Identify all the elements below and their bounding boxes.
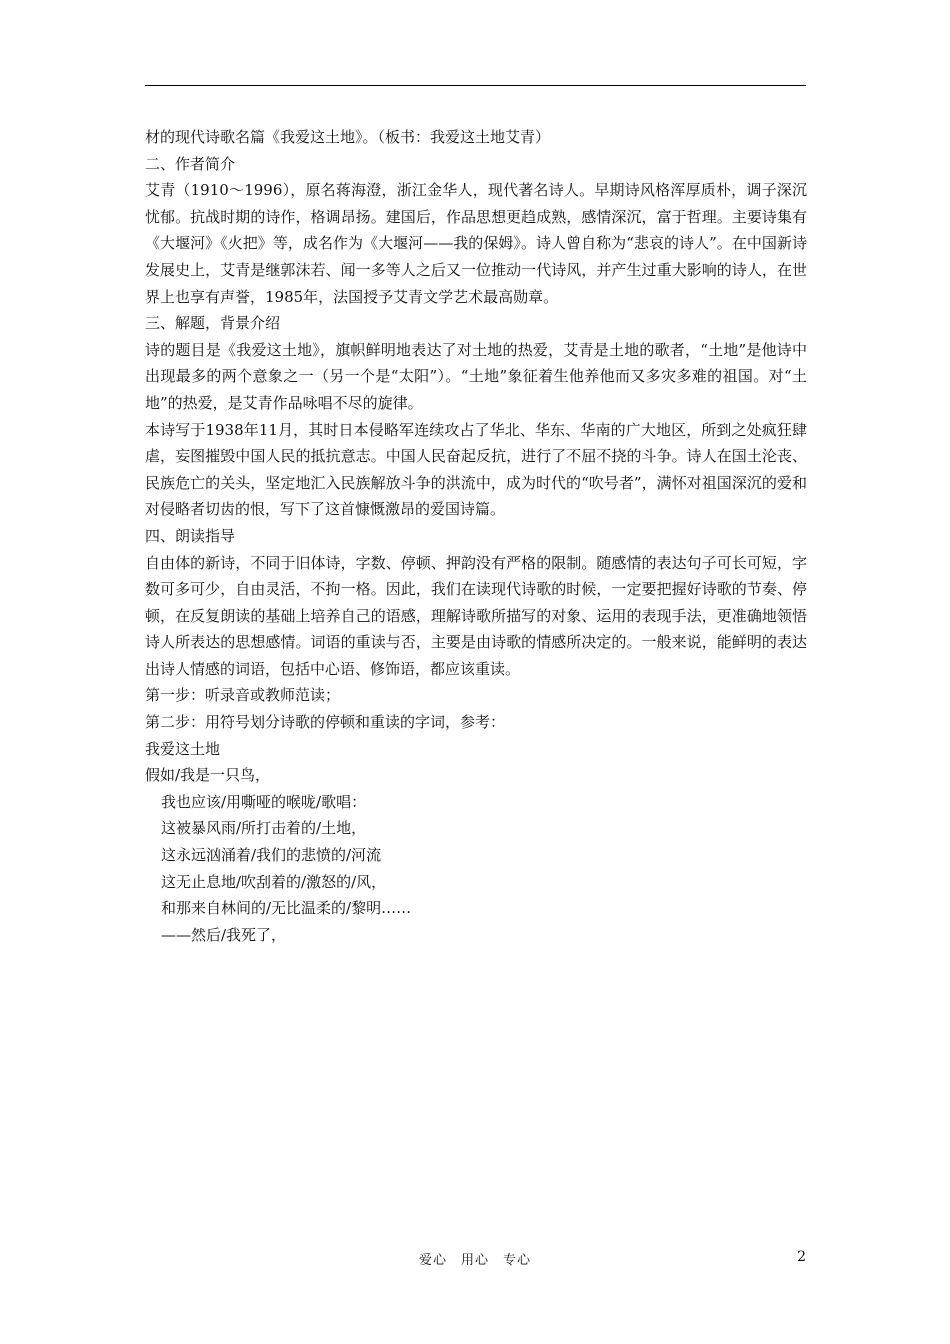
poem-line: 和那来自林间的/无比温柔的/黎明……: [161, 899, 412, 918]
document-body: [145, 124, 807, 948]
poem-line: 这永远汹涌着/我们的悲愤的/河流: [161, 846, 382, 865]
footer-text: 爱心 用心 专心: [418, 1253, 531, 1268]
paragraph: 自由体的新诗，不同于旧体诗，字数、停顿、押韵没有严格的限制。随感情的表达句子可长可短，字数可多可少，自由灵活，不拘一格。因此，我们在读现代诗歌的时候，一定要把握好诗歌的节奏、停顿，在反复朗读的基础上培养自己的语感，理解诗歌所描写的对象、运用的表现手法，更准确地领悟诗人所表达的思想感情。词语的重读与否，主要是由诗歌的情感所决定的。一般来说，能鲜明的表达出诗人情感的词语，包括中心语、修饰语，都应该重读。: [145, 553, 807, 678]
section-heading: 第一步：听录音或教师范读；: [145, 686, 341, 705]
poem-line: ——然后/我死了，: [161, 925, 287, 944]
section-heading: 二、作者简介: [145, 154, 236, 173]
poem-line: 这被暴风雨/所打击着的/土地，: [161, 819, 367, 838]
section-heading: 四、朗读指导: [145, 526, 236, 545]
section-heading: 三、解题，背景介绍: [145, 314, 281, 333]
section-heading: 第二步：用符号划分诗歌的停顿和重读的字词，参考：: [145, 713, 506, 732]
poem-line: 假如/我是一只鸟，: [145, 766, 271, 785]
page-number: 2: [797, 1249, 806, 1265]
poem-line: 这无止息地/吹刮着的/激怒的/风，: [161, 872, 387, 891]
section-heading: 我爱这土地: [145, 739, 221, 758]
paragraph: 本诗写于1938年11月，其时日本侵略军连续攻占了华北、华东、华南的广大地区，所到之处疯狂肆虐，妄图摧毁中国人民的抵抗意志。中国人民奋起反抗，进行了不屈不挠的斗争。诗人在国土沦丧、民族危亡的关头，坚定地汇入民族解放斗争的洪流中，成为时代的“吹号者”，满怀对祖国深沉的爱和对侵略者切齿的恨，写下了这首慷慨激昂的爱国诗篇。: [145, 420, 807, 519]
paragraph: 材的现代诗歌名篇《我爱这土地》。（板书：我爱这土地艾青）: [145, 128, 551, 146]
paragraph: 艾青（1910～1996），原名蒋海澄，浙江金华人，现代著名诗人。早期诗风格浑厚质朴，调子深沉忧郁。抗战时期的诗作，格调昂扬。建国后，作品思想更趋成熟，感情深沉，富于哲理。主要诗集有《大堰河》《火把》等，成名作为《大堰河——我的保姆》。诗人曾自称为“悲哀的诗人”。在中国新诗发展史上，艾青是继郭沫若、闻一多等人之后又一位推动一代诗风，并产生过重大影响的诗人，在世界上也享有声誉，1985年，法国授予艾青文学艺术最高勋章。: [145, 181, 807, 306]
paragraph: 诗的题目是《我爱这土地》，旗帜鲜明地表达了对土地的热爱，艾青是土地的歌者，“土地”是他诗中出现最多的两个意象之一（另一个是“太阳”）。“土地”象征着生他养他而又多灾多难的祖国。对“土地”的热爱，是艾青作品咏唱不尽的旋律。: [145, 340, 807, 412]
poem-line: 我也应该/用嘶哑的喉咙/歌唱：: [161, 792, 367, 811]
header-rule: [145, 85, 806, 86]
